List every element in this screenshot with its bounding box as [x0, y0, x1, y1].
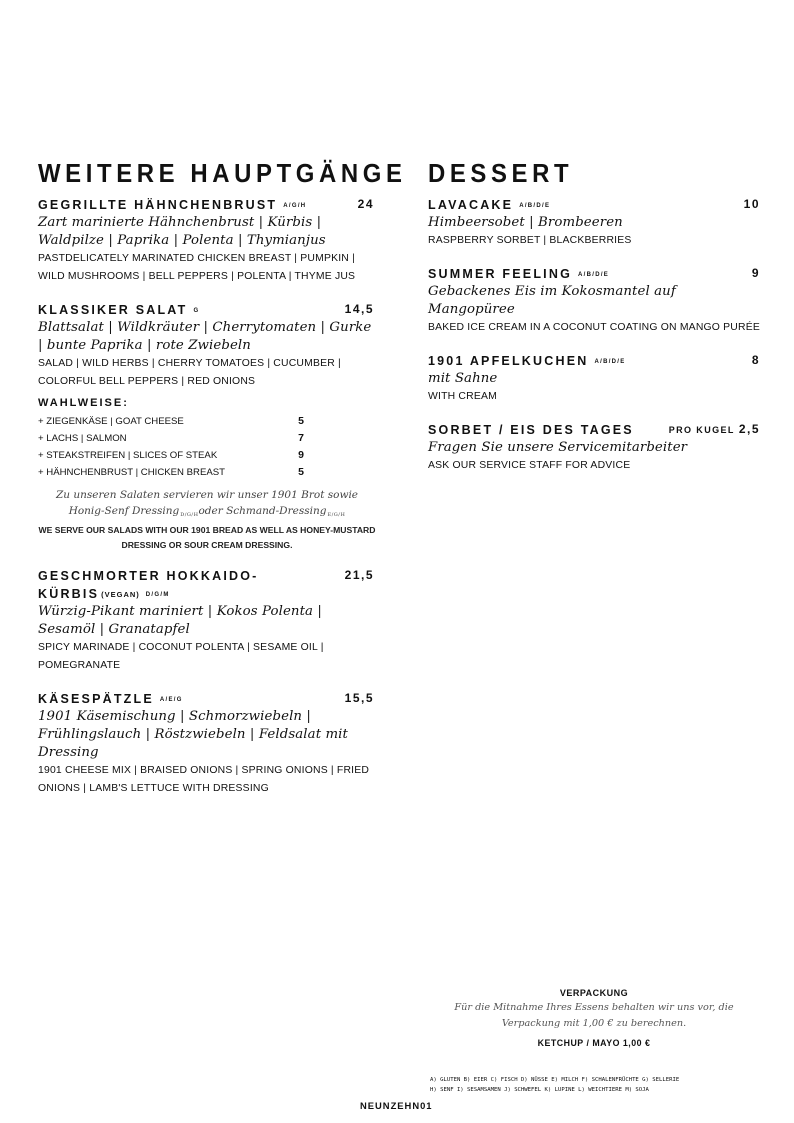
item-description-en: WITH CREAM	[428, 391, 497, 402]
item-price: 8	[751, 353, 760, 367]
packaging-text: Für die Mitnahme Ihres Essens behalten wir uns vor, die Verpackung mit 1,00 € zu berechnen.	[454, 1002, 734, 1029]
item-description-en: RASPBERRY SORBET | BLACKBERRIES	[428, 235, 632, 246]
item-name: 1901 APFELKUCHEN	[428, 354, 589, 368]
menu-item-sorbet	[428, 421, 762, 475]
main-courses-column	[38, 158, 407, 813]
packaging-title: VERPACKUNG	[559, 988, 629, 998]
item-allergens: G	[193, 308, 200, 314]
menu-item-salad	[38, 301, 376, 553]
option-label: + STEAKSTREIFEN | SLICES OF STEAK	[38, 450, 218, 461]
item-name: KÄSESPÄTZLE	[38, 692, 154, 706]
item-description-de: Fragen Sie unsere Servicemitarbeiter	[428, 440, 688, 455]
salad-options	[38, 395, 376, 481]
item-allergens: D/G/M	[145, 592, 170, 598]
item-description-de: mit Sahne	[428, 371, 498, 386]
item-name: SUMMER FEELING	[428, 267, 572, 281]
item-description-en: PASTDELICATELY MARINATED CHICKEN BREAST | PUMPKIN | WILD MUSHROOMS | BELL PEPPERS | POLENTA | THYME JUS	[38, 253, 356, 282]
item-description-de: 1901 Käsemischung | Schmorzwiebeln | Frühlingslauch | Röstzwiebeln | Feldsalat mit Dressing	[38, 709, 348, 760]
option-price: 5	[298, 466, 304, 478]
note-allergens: E/G/H	[327, 512, 346, 518]
item-name: KLASSIKER SALAT	[38, 303, 188, 317]
item-allergens: A/G/H	[283, 203, 307, 209]
item-price: 15,5	[344, 691, 374, 705]
salad-note-de: Zu unseren Salaten servieren wir unser 1901 Brot sowie Honig-Senf Dressing$_{D/G/H}$oder Schmand-Dressing$_{E/G/H}$	[55, 489, 359, 518]
menu-item-summer-feeling	[428, 265, 762, 337]
option-row	[38, 447, 304, 464]
item-price: 24	[357, 197, 374, 211]
allergen-line: H) SENF I) SESAMSAMEN J) SCHWEFEL K) LUPINE L) WEICHTIERE M) SOJA	[430, 1087, 649, 1093]
menu-item-chicken	[38, 196, 376, 286]
menu-item-apfelkuchen	[428, 352, 762, 406]
packaging-info	[438, 986, 750, 1048]
option-row	[38, 413, 304, 430]
item-description-en: SPICY MARINADE | COCONUT POLENTA | SESAME OIL | POMEGRANATE	[38, 642, 324, 671]
option-price: 5	[298, 415, 304, 427]
salad-note	[38, 487, 376, 553]
item-price: 21,5	[344, 568, 374, 582]
item-description-de: Himbeersobet | Brombeeren	[428, 215, 623, 230]
note-allergens: D/G/H	[180, 512, 199, 518]
item-description-en: SALAD | WILD HERBS | CHERRY TOMATOES | CUCUMBER | COLORFUL BELL PEPPERS | RED ONIONS	[38, 358, 341, 387]
item-description-de: Würzig-Pikant mariniert | Kokos Polenta | Sesamöl | Granatapfel	[38, 604, 322, 637]
item-price: PRO KUGEL 2,5	[668, 422, 760, 436]
item-price: 14,5	[344, 302, 374, 316]
item-description-en: BAKED ICE CREAM IN A COCONUT COATING ON MANGO PURÉE	[428, 322, 760, 333]
section-title-main-courses: WEITERE HAUPTGÄNGE	[38, 158, 407, 188]
dessert-column	[428, 158, 762, 490]
option-row	[38, 464, 304, 481]
item-description-de: Zart marinierte Hähnchenbrust | Kürbis | Waldpilze | Paprika | Polenta | Thymianjus	[38, 215, 326, 248]
item-allergens: A/B/D/E	[578, 272, 610, 278]
price-prefix: PRO KUGEL	[668, 425, 735, 435]
option-price: 7	[298, 432, 304, 444]
menu-item-pumpkin	[38, 567, 376, 675]
item-name: GESCHMORTER HOKKAIDO-KÜRBIS	[38, 569, 259, 601]
allergen-line: A) GLUTEN B) EIER C) FISCH D) NÜSSE E) MILCH F) SCHALENFRÜCHTE G) SELLERIE	[430, 1077, 680, 1083]
option-label: + HÄHNCHENBRUST | CHICKEN BREAST	[38, 467, 226, 478]
item-description-de: Gebackenes Eis im Kokosmantel auf Mangopüree	[428, 284, 676, 317]
item-allergens: A/B/D/E	[519, 203, 551, 209]
option-price: 9	[298, 449, 304, 461]
ketchup-price: KETCHUP / MAYO 1,00 €	[537, 1038, 651, 1048]
item-allergens: A/E/G	[159, 697, 183, 703]
brand-logo: NEUNZEHN01	[360, 1100, 433, 1111]
salad-note-en: WE SERVE OUR SALADS WITH OUR 1901 BREAD AS WELL AS HONEY-MUSTARD DRESSING OR SOUR CREAM DRESSING.	[38, 525, 376, 550]
item-price: 10	[743, 197, 760, 211]
option-row	[38, 430, 304, 447]
menu-item-lavacake	[428, 196, 762, 250]
option-label: + ZIEGENKÄSE | GOAT CHEESE	[38, 416, 184, 427]
item-name: GEGRILLTE HÄHNCHENBRUST	[38, 198, 278, 212]
menu-item-kaesespaetzle	[38, 690, 376, 798]
item-tag: (VEGAN)	[101, 590, 140, 599]
item-description-en: 1901 CHEESE MIX | BRAISED ONIONS | SPRING ONIONS | FRIED ONIONS | LAMB'S LETTUCE WITH DRESSING	[38, 765, 370, 794]
item-description-en: ASK OUR SERVICE STAFF FOR ADVICE	[428, 460, 631, 471]
item-price: 9	[751, 266, 760, 280]
item-allergens: A/B/D/E	[594, 359, 626, 365]
item-name: SORBET / EIS DES TAGES	[428, 423, 634, 437]
item-description-de: Blattsalat | Wildkräuter | Cherrytomaten | Gurke | bunte Paprika | rote Zwiebeln	[38, 320, 372, 353]
options-title: WAHLWEISE:	[38, 397, 129, 409]
allergen-legend	[430, 1075, 760, 1095]
item-name: LAVACAKE	[428, 198, 514, 212]
option-label: + LACHS | SALMON	[38, 433, 127, 444]
section-title-dessert: DESSERT	[428, 158, 574, 188]
